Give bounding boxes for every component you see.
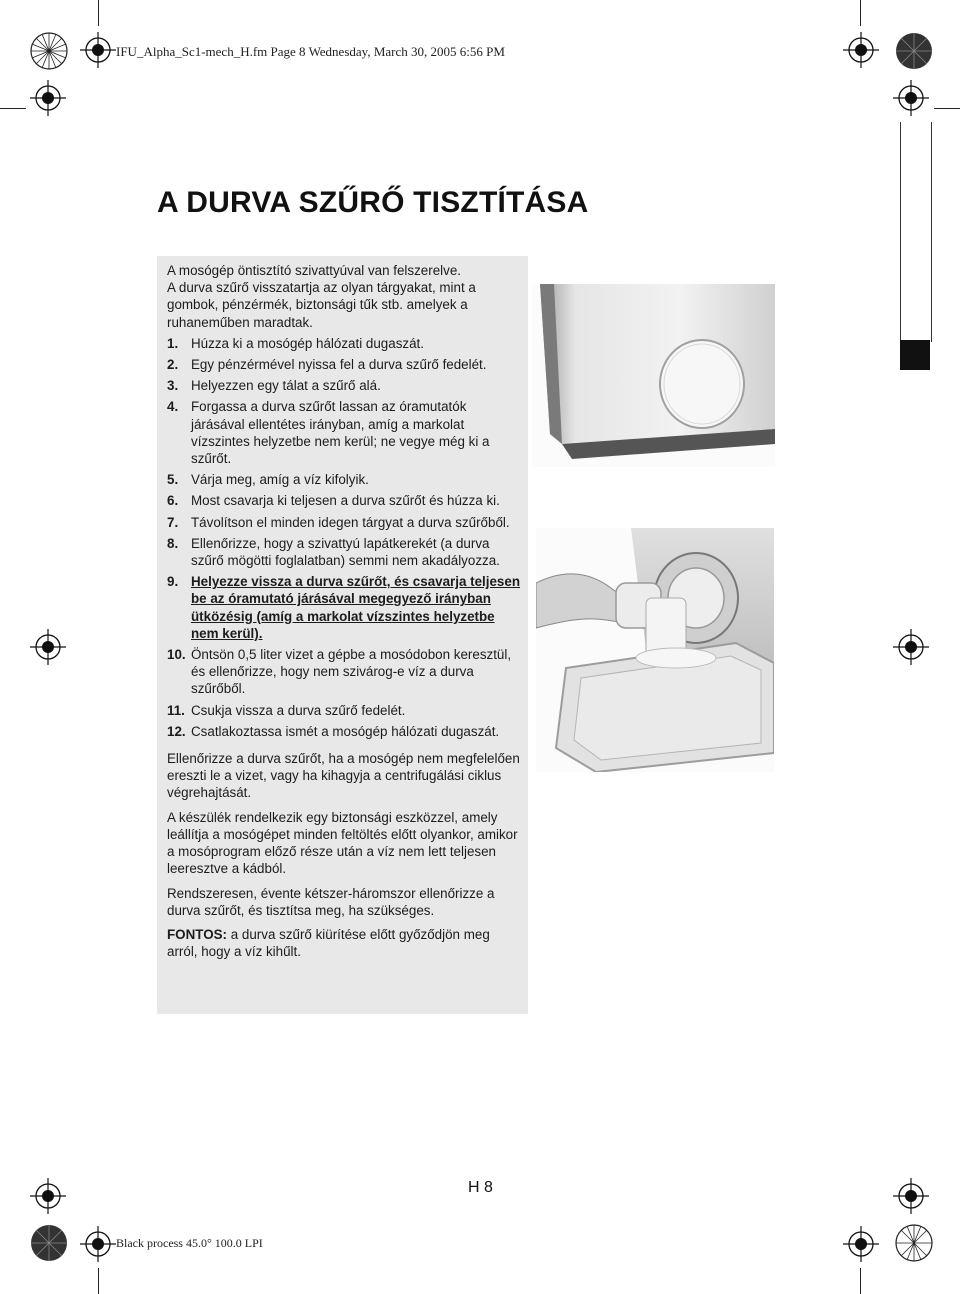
step-item xyxy=(167,702,522,719)
step-text: Várja meg, amíg a víz kifolyik. xyxy=(191,472,369,488)
steps-list xyxy=(167,335,522,740)
step-number: 9. xyxy=(167,574,179,590)
step-number: 5. xyxy=(167,472,179,488)
crosshair-icon xyxy=(30,1178,66,1214)
crosshair-icon xyxy=(893,629,929,665)
intro-line: A mosógép öntisztító szivattyúval van felszerelve. xyxy=(167,263,461,278)
step-number: 10. xyxy=(167,647,186,663)
crosshair-icon xyxy=(893,1178,929,1214)
crop-line xyxy=(860,0,861,26)
step-number: 1. xyxy=(167,335,179,351)
crop-line xyxy=(98,1268,99,1294)
step-text: Húzza ki a mosógép hálózati dugaszát. xyxy=(191,335,424,351)
crosshair-icon xyxy=(80,32,116,68)
step-item xyxy=(167,535,522,569)
note-paragraph: Ellenőrizze a durva szűrőt, ha a mosógép nem megfelelően ereszti le a vizet, vagy ha kihagyja a centrifugálási ciklus végrehajtását. xyxy=(167,751,520,801)
page-title: A DURVA SZŰRŐ TISZTÍTÁSA xyxy=(157,186,589,219)
registration-mark-bottom-right xyxy=(893,1222,935,1264)
step-number: 7. xyxy=(167,514,179,530)
crosshair-icon xyxy=(80,1226,116,1262)
step-text: Csatlakoztassa ismét a mosógép hálózati dugaszát. xyxy=(191,723,500,739)
note-paragraph: Rendszeresen, évente kétszer-háromszor ellenőrizze a durva szűrőt, és tisztítsa meg, ha szükséges. xyxy=(167,885,495,918)
step-number: 3. xyxy=(167,378,179,394)
step-number: 6. xyxy=(167,493,179,509)
step-text: Távolítson el minden idegen tárgyat a durva szűrőből. xyxy=(191,514,510,530)
crop-line xyxy=(860,1268,861,1294)
step-item xyxy=(167,356,522,373)
step-number: 8. xyxy=(167,535,179,551)
page-number: H 8 xyxy=(468,1179,493,1196)
crop-line xyxy=(98,0,99,26)
intro-paragraph xyxy=(167,262,522,331)
crosshair-icon xyxy=(30,629,66,665)
print-slug-footer: Black process 45.0° 100.0 LPI xyxy=(116,1236,263,1250)
step-item xyxy=(167,377,522,394)
step-number: 4. xyxy=(167,399,179,415)
important-label: FONTOS: xyxy=(167,926,228,942)
step-text: Ellenőrizze, hogy a szivattyú lapátkerekét (a durva szűrő mögötti foglalatban) semmi nem akadályozza. xyxy=(191,535,500,569)
step-item xyxy=(167,723,522,740)
intro-line: A durva szűrő visszatartja az olyan tárgyakat, mint a gombok, pénzérmék, biztonsági tűk stb. amelyek a ruhaneműben maradtak. xyxy=(167,280,476,330)
step-text: Csukja vissza a durva szűrő fedelét. xyxy=(191,702,406,718)
registration-mark-bottom-left xyxy=(28,1222,70,1264)
crosshair-icon xyxy=(843,1226,879,1262)
step-text: Helyezzen egy tálat a szűrő alá. xyxy=(191,378,381,394)
step-number: 2. xyxy=(167,357,179,373)
step-number: 11. xyxy=(167,702,185,718)
step-item xyxy=(167,335,522,352)
step-item xyxy=(167,471,522,488)
step-item xyxy=(167,398,522,467)
step-text: Forgassa a durva szűrőt lassan az óramutatók járásával ellentétes irányban, amíg a markolat vízszintes helyzetbe nem kerül; ne vegye még ki a szűrőt. xyxy=(191,399,490,467)
crop-line xyxy=(934,108,960,109)
step-item xyxy=(167,646,522,698)
print-slug-header: IFU_Alpha_Sc1-mech_H.fm Page 8 Wednesday, March 30, 2005 6:56 PM xyxy=(116,44,505,59)
important-text: a durva szűrő kiürítése előtt győződjön meg arról, hogy a víz kihűlt. xyxy=(167,926,490,960)
crop-line xyxy=(0,108,26,109)
step-number: 12. xyxy=(167,723,186,739)
step-item xyxy=(167,573,522,642)
step-text: Helyezze vissza a durva szűrőt, és csavarja teljesen be az óramutató járásával megegyező irányban ütközésig (amíg a markolat vízszintes helyzetbe nem kerül). xyxy=(191,574,520,641)
crosshair-icon xyxy=(843,32,879,68)
filter-removal-image xyxy=(536,528,774,772)
washing-machine-filter-cover-image xyxy=(532,284,775,467)
thumb-tab-frame xyxy=(900,122,932,342)
important-note xyxy=(167,926,522,960)
instructions-content xyxy=(167,262,522,967)
registration-mark-top-right xyxy=(893,30,935,72)
step-text: Öntsön 0,5 liter vizet a gépbe a mosódobon keresztül, és ellenőrizze, hogy nem szivárog-e víz a durva szűrőből. xyxy=(191,647,512,697)
crosshair-icon xyxy=(30,80,66,116)
step-text: Most csavarja ki teljesen a durva szűrőt és húzza ki. xyxy=(191,493,500,509)
step-item xyxy=(167,492,522,509)
step-text: Egy pénzérmével nyissa fel a durva szűrő fedelét. xyxy=(191,357,487,373)
step-item xyxy=(167,514,522,531)
thumb-tab-marker xyxy=(900,340,930,370)
note-paragraph: A készülék rendelkezik egy biztonsági eszközzel, amely leállítja a mosógépet minden feltöltés előtt olyankor, amikor a mosóprogram előző része után a víz nem lett teljesen leeresztve a kádból. xyxy=(167,809,518,877)
crosshair-icon xyxy=(893,80,929,116)
registration-mark-top-left xyxy=(28,30,70,72)
